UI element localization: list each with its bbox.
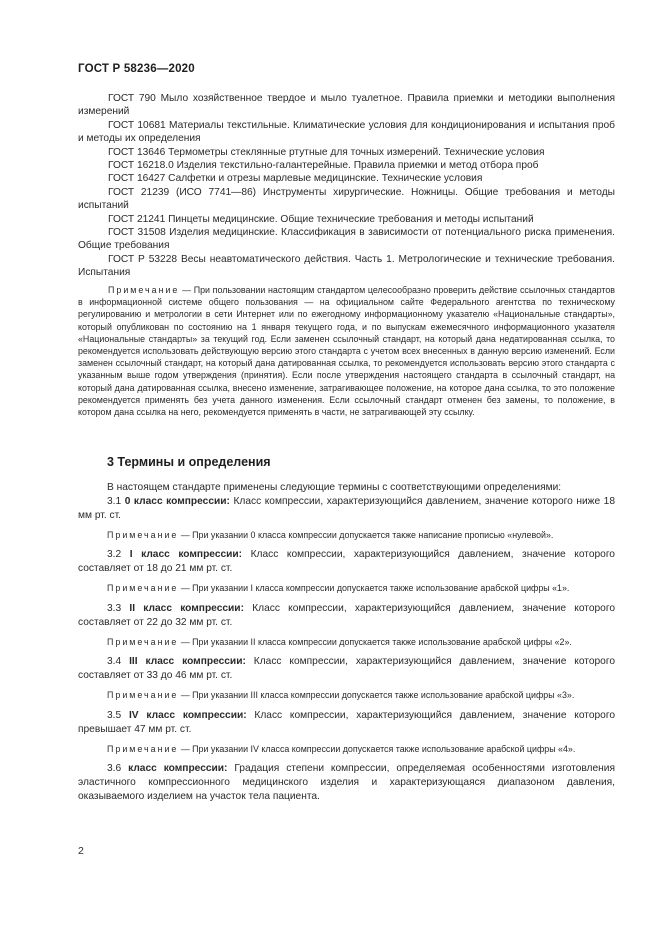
normative-references-list — [78, 92, 615, 280]
reference-item: ГОСТ 790 Мыло хозяйственное твердое и мыло туалетное. Правила приемки и методики выполнения измерений — [78, 93, 615, 118]
term-name: II класс компрессии: — [129, 602, 244, 614]
term-definition: 3.4 III класс компрессии: Класс компрессии, характеризующийся давлением, значение которого составляет от 33 до 46 мм рт. ст. — [78, 656, 615, 682]
section-intro: В настоящем стандарте применены следующие термины с соответствующими определениями: — [107, 482, 562, 493]
term-name: I класс компрессии: — [129, 549, 243, 561]
term-definition: 3.1 0 класс компрессии: Класс компрессии, характеризующийся давлением, значение которого ниже 18 мм рт. ст. — [78, 496, 615, 521]
term-note: Примечание — При указании IV класса компрессии допускается также использование арабской цифры «4». — [107, 743, 576, 754]
term-note: Примечание — При указании 0 класса компрессии допускается также написание прописью «нулевой». — [107, 530, 554, 540]
term-note: Примечание — При указании I класса компрессии допускается также использование арабской цифры «1». — [107, 583, 570, 594]
reference-item: ГОСТ 21239 (ИСО 7741—86) Инструменты хирургические. Ножницы. Общие требования и методы испытаний — [78, 186, 615, 212]
term-name: 0 класс компрессии: — [124, 496, 230, 507]
reference-item: ГОСТ 21241 Пинцеты медицинские. Общие технические требования и методы испытаний — [108, 213, 534, 225]
term-name: класс компрессии: — [128, 763, 228, 775]
reference-item: ГОСТ Р 53228 Весы неавтоматического действия. Часть 1. Метрологические и технические требования. Испытания — [78, 253, 615, 279]
reference-item: ГОСТ 10681 Материалы текстильные. Климатические условия для кондиционирования и испытания проб и методы их определения — [78, 119, 615, 145]
references-note — [78, 284, 615, 418]
section-title: 3 Термины и определения — [107, 455, 271, 469]
term-name: III класс компрессии: — [129, 656, 246, 668]
document-header: ГОСТ Р 58236—2020 — [78, 63, 195, 75]
reference-item: ГОСТ 16427 Салфетки и отрезы марлевые медицинские. Технические условия — [108, 173, 483, 185]
term-definition: 3.3 II класс компрессии: Класс компрессии, характеризующийся давлением, значение которого составляет от 22 до 32 мм рт. ст. — [78, 602, 615, 628]
term-name: IV класс компрессии: — [128, 709, 247, 721]
term-definition: 3.6 класс компрессии: Градация степени компрессии, определяемая особенностями изготовления эластичного компрессионного медицинского изделия и характеризующаяся диапазоном давления, оказываемого изделием на участок тела пациента. — [78, 763, 615, 803]
reference-item: ГОСТ 16218.0 Изделия текстильно-галантерейные. Правила приемки и метод отбора проб — [108, 160, 539, 172]
note-text: — При пользовании настоящим стандартом целесообразно проверить действие ссылочных стандартов в информационной системе общего пользования — на официальном сайте Федерального агентства по техническому регулированию и метрологии в сети Интернет или по ежегодному информационному указателю «Национальные стандарты», который опубликован по состоянию на 1 января текущего года, и по выпускам ежемесячного информационного указателя «Национальные стандарты» за текущий год. Если заменен ссылочный стандарт, на который дана недатированная ссылка, то рекомендуется использовать действующую версию этого стандарта с учетом всех внесенных в данную версию изменений. Если заменен ссылочный стандарт, на который дана датированная ссылка, то рекомендуется использовать версию этого стандарта с указанным выше годом утверждения (принятия). Если после утверждения настоящего стандарта в ссылочный стандарт, на который дана датированная ссылка, внесено изменение, затрагивающее положение, на которое дана ссылка, то это положение рекомендуется применять без учета данного изменения. Если ссылочный стандарт отменен без замены, то положение, в котором дана ссылка на него, рекомендуется применять в части, не затрагивающей эту ссылку. — [78, 285, 615, 418]
page-number: 2 — [78, 845, 84, 857]
term-definition: 3.5 IV класс компрессии: Класс компрессии, характеризующийся давлением, значение которого превышает 47 мм рт. ст. — [78, 709, 615, 735]
reference-item: ГОСТ 31508 Изделия медицинские. Классификация в зависимости от потенциального риска применения. Общие требования — [78, 227, 615, 252]
terms-section — [78, 481, 615, 804]
note-label: Примечание — [108, 285, 180, 295]
term-note: Примечание — При указании III класса компрессии допускается также использование арабской цифры «3». — [107, 690, 575, 701]
term-definition: 3.2 I класс компрессии: Класс компрессии, характеризующийся давлением, значение которого составляет от 18 до 21 мм рт. ст. — [78, 549, 615, 575]
term-note: Примечание — При указании II класса компрессии допускается также использование арабской цифры «2». — [107, 636, 572, 647]
reference-item: ГОСТ 13646 Термометры стеклянные ртутные для точных измерений. Технические условия — [108, 146, 545, 158]
